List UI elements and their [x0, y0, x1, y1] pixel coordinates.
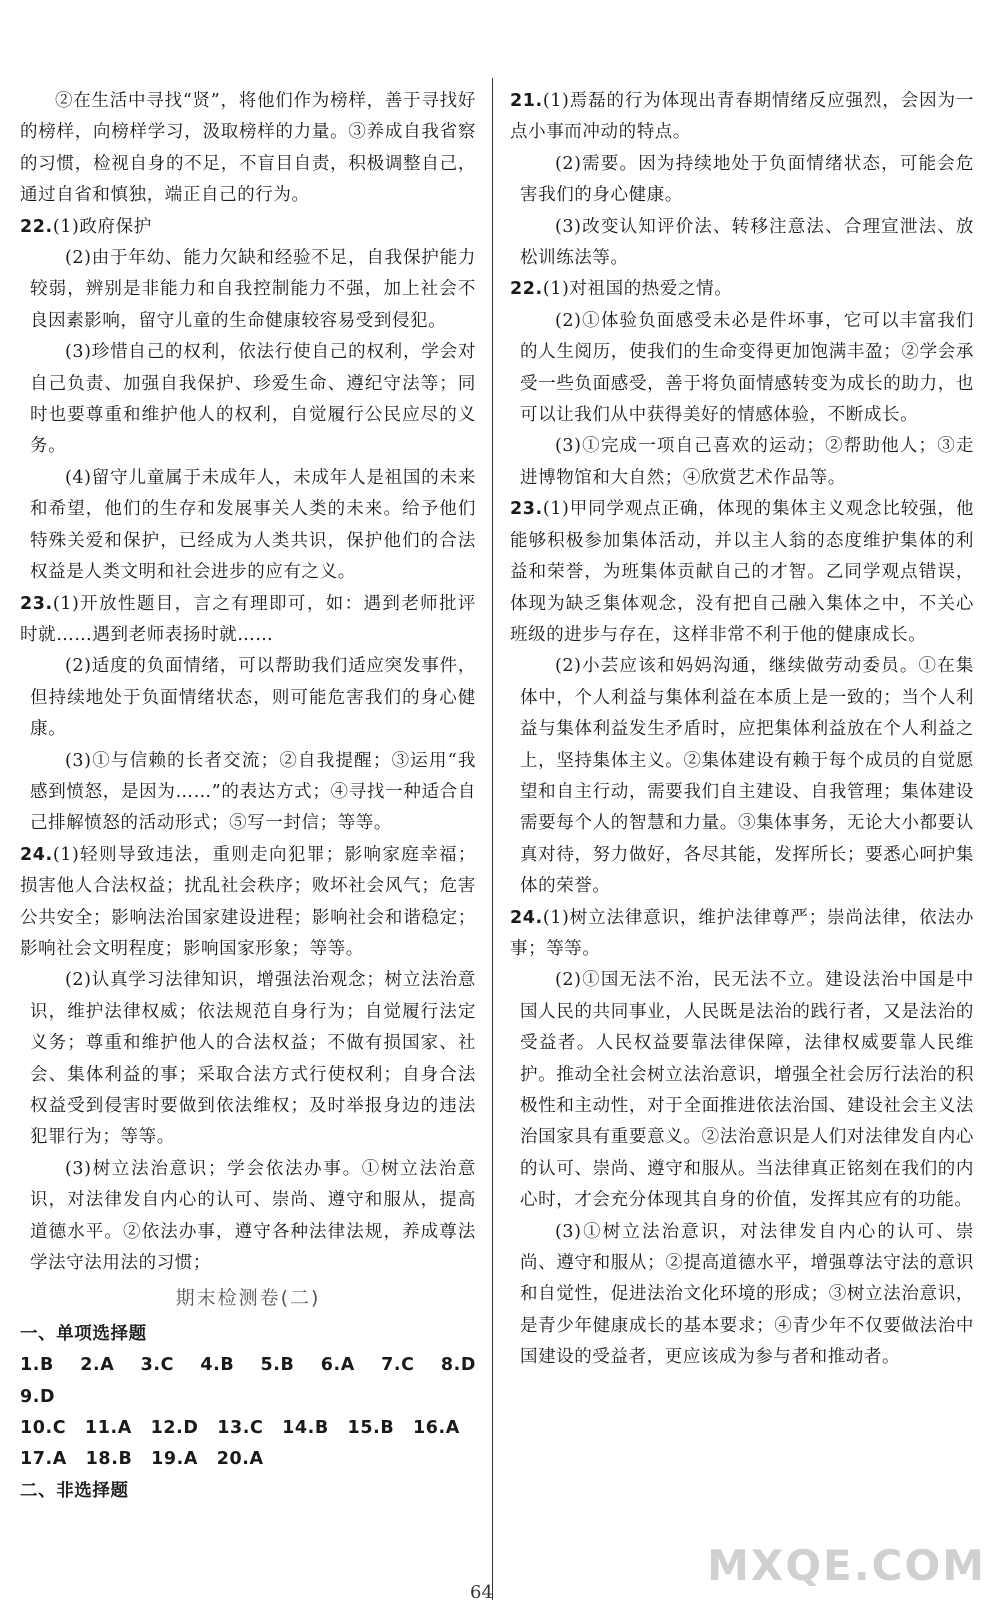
question-22-right [510, 274, 974, 494]
question-number: 21. [510, 91, 543, 111]
question-24-right [510, 903, 974, 1374]
answer-key-row: 1.B 2.A 3.C 4.B 5.B 6.A 7.C 8.D 9.D [20, 1355, 476, 1407]
answer-part: (3)①树立法治意识，对法律发自内心的认可、崇尚、遵守和服从；②提高道德水平，增强尊法守法的意识和自觉性，促进法治文化环境的形成；③树立法治意识，是青少年健康成长的基本要求；④青少年不仅要做法治中国建设的受益者，更应该成为参与者和推动者。 [520, 1221, 974, 1368]
answer-part: (1)政府保护 [52, 216, 152, 237]
question-number: 23. [20, 593, 53, 614]
answer-part: (2)认真学习法律知识，增强法治观念；树立法治意识，维护法律权威；依法规范自身行为；自觉履行法定义务；尊重和维护他人的合法权益；不做有损国家、社会、集体利益的事；采取合法方式行使权利；自身合法权益受到侵害时要做到依法维权；及时举报身边的违法犯罪行为；等等。 [30, 970, 476, 1148]
answer-part: (1)对祖国的热爱之情。 [542, 279, 733, 300]
section-heading: 二、非选择题 [20, 1480, 129, 1501]
answer-part: (2)①体验负面感受未必是件坏事，它可以丰富我们的人生阅历，使我们的生命变得更加饱满丰盈；②学会承受一些负面感受，善于将负面情感转变为成长的助力，也可以让我们从中获得美好的情感体验，不断成长。 [520, 310, 974, 426]
answer-key-row: 10.C 11.A 12.D 13.C 14.B 15.B 16.A [20, 1418, 460, 1439]
question-21-right [510, 86, 974, 274]
answer-part: (1)甲同学观点正确，体现的集体主义观念比较强，他能够积极参加集体活动，并以主人翁的态度维护集体的利益和荣誉，为班集体贡献自己的才智。乙同学观点错误，体现为缺乏集体观念，没有把自己融入集体之中，不关心班级的进步与存在，这样非常不利于他的健康成长。 [510, 499, 974, 645]
answer-part: (4)留守儿童属于未成年人，未成年人是祖国的未来和希望，他们的生存和发展事关人类的未来。给予他们特殊关爱和保护，已经成为人类共识，保护他们的合法权益是人类文明和社会进步的应有之义。 [30, 467, 476, 583]
question-22-left [20, 212, 476, 589]
question-number: 23. [510, 499, 543, 520]
watermark-logo: MXQE.COM [707, 1541, 986, 1590]
page-number: 64 [470, 1582, 493, 1603]
answer-part: (3)珍惜自己的权利，依法行使自己的权利，学会对自己负责、加强自我保护、珍爱生命、遵纪守法等；同时也要尊重和维护他人的权利，自觉履行公民应尽的义务。 [30, 342, 476, 457]
answer-part: (2)适度的负面情绪，可以帮助我们适应突发事件，但持续地处于负面情绪状态，则可能危害我们的身心健康。 [30, 656, 476, 740]
column-divider [492, 78, 493, 1600]
section-heading: 一、单项选择题 [20, 1323, 147, 1344]
answer-part: (2)小芸应该和妈妈沟通，继续做劳动委员。①在集体中，个人利益与集体利益在本质上是一致的；当个人利益与集体利益发生矛盾时，应把集体利益放在个人利益之上，坚持集体主义。②集体建设有赖于每个成员的自觉愿望和自主行动，需要我们自主建设、自我管理；集体建设需要每个人的智慧和力量。③集体事务，无论大小都要认真对待，努力做好，各尽其能，发挥所长；要悉心呵护集体的荣誉。 [520, 656, 974, 897]
answer-part: (1)轻则导致违法，重则走向犯罪；影响家庭幸福；损害他人合法权益；扰乱社会秩序；败坏社会风气；危害公共安全；影响法治国家建设进程；影响社会和谐稳定；影响社会文明程度；影响国家形象；等等。 [20, 844, 476, 959]
question-24-left [20, 840, 476, 1280]
answer-part: (1)树立法律意识，维护法律尊严；崇尚法律，依法办事；等等。 [510, 907, 974, 959]
answer-part: (1)焉磊的行为体现出青春期情绪反应强烈，会因为一点小事而冲动的特点。 [510, 91, 974, 143]
question-23-right [510, 494, 974, 902]
paragraph-intro: ②在生活中寻找“贤”，将他们作为榜样，善于寻找好的榜样，向榜样学习，汲取榜样的力量。③养成自我省察的习惯，检视自身的不足，不盲目自责，积极调整自己，通过自省和慎独，端正自己的行为。 [20, 91, 476, 206]
answer-part: (2)由于年幼、能力欠缺和经验不足，自我保护能力较弱，辨别是非能力和自我控制能力不强，加上社会不良因素影响，留守儿童的生命健康较容易受到侵犯。 [30, 248, 476, 331]
left-column [20, 86, 476, 1507]
answer-part: (3)①与信赖的长者交流；②自我提醒；③运用“我感到愤怒，是因为……”的表达方式；④寻找一种适合自己排解愤怒的活动形式；⑤写一封信；等等。 [30, 750, 476, 834]
answer-part: (3)改变认知评价法、转移注意法、合理宣泄法、放松训练法等。 [520, 216, 974, 269]
question-number: 24. [20, 844, 53, 865]
answer-part: (3)树立法治意识；学会依法办事。①树立法治意识，对法律发自内心的认可、崇尚、遵守和服从，提高道德水平。②依法办事，遵守各种法律法规，养成尊法学法守法用法的习惯； [30, 1158, 476, 1274]
answer-key-row: 17.A 18.B 19.A 20.A [20, 1449, 264, 1470]
right-column [510, 86, 974, 1374]
question-number: 24. [510, 907, 543, 928]
answer-part: (2)①国无法不治，民无法不立。建设法治中国是中国人民的共同事业，人民既是法治的践行者，又是法治的受益者。人民权益要靠法律保障，法律权威要靠人民维护。推动全社会树立法治意识，增强全社会厉行法治的积极性和主动性，对于全面推进依法治国、建设社会主义法治国家具有重要意义。②法治意识是人们对法律发自内心的认可、崇尚、遵守和服从。当法律真正铭刻在我们的内心时，才会充分体现其自身的价值，发挥其应有的功能。 [520, 970, 974, 1211]
answer-part: (1)开放性题目，言之有理即可，如：遇到老师批评时就……遇到老师表扬时就…… [20, 593, 476, 645]
answer-part: (2)需要。因为持续地处于负面情绪状态，可能会危害我们的身心健康。 [520, 153, 974, 206]
question-number: 22. [20, 216, 53, 237]
exam-title: 期末检测卷(二) [175, 1287, 321, 1310]
answer-part: (3)①完成一项自己喜欢的运动；②帮助他人；③走进博物馆和大自然；④欣赏艺术作品等。 [520, 436, 974, 488]
question-number: 22. [510, 279, 543, 300]
question-23-left [20, 589, 476, 840]
